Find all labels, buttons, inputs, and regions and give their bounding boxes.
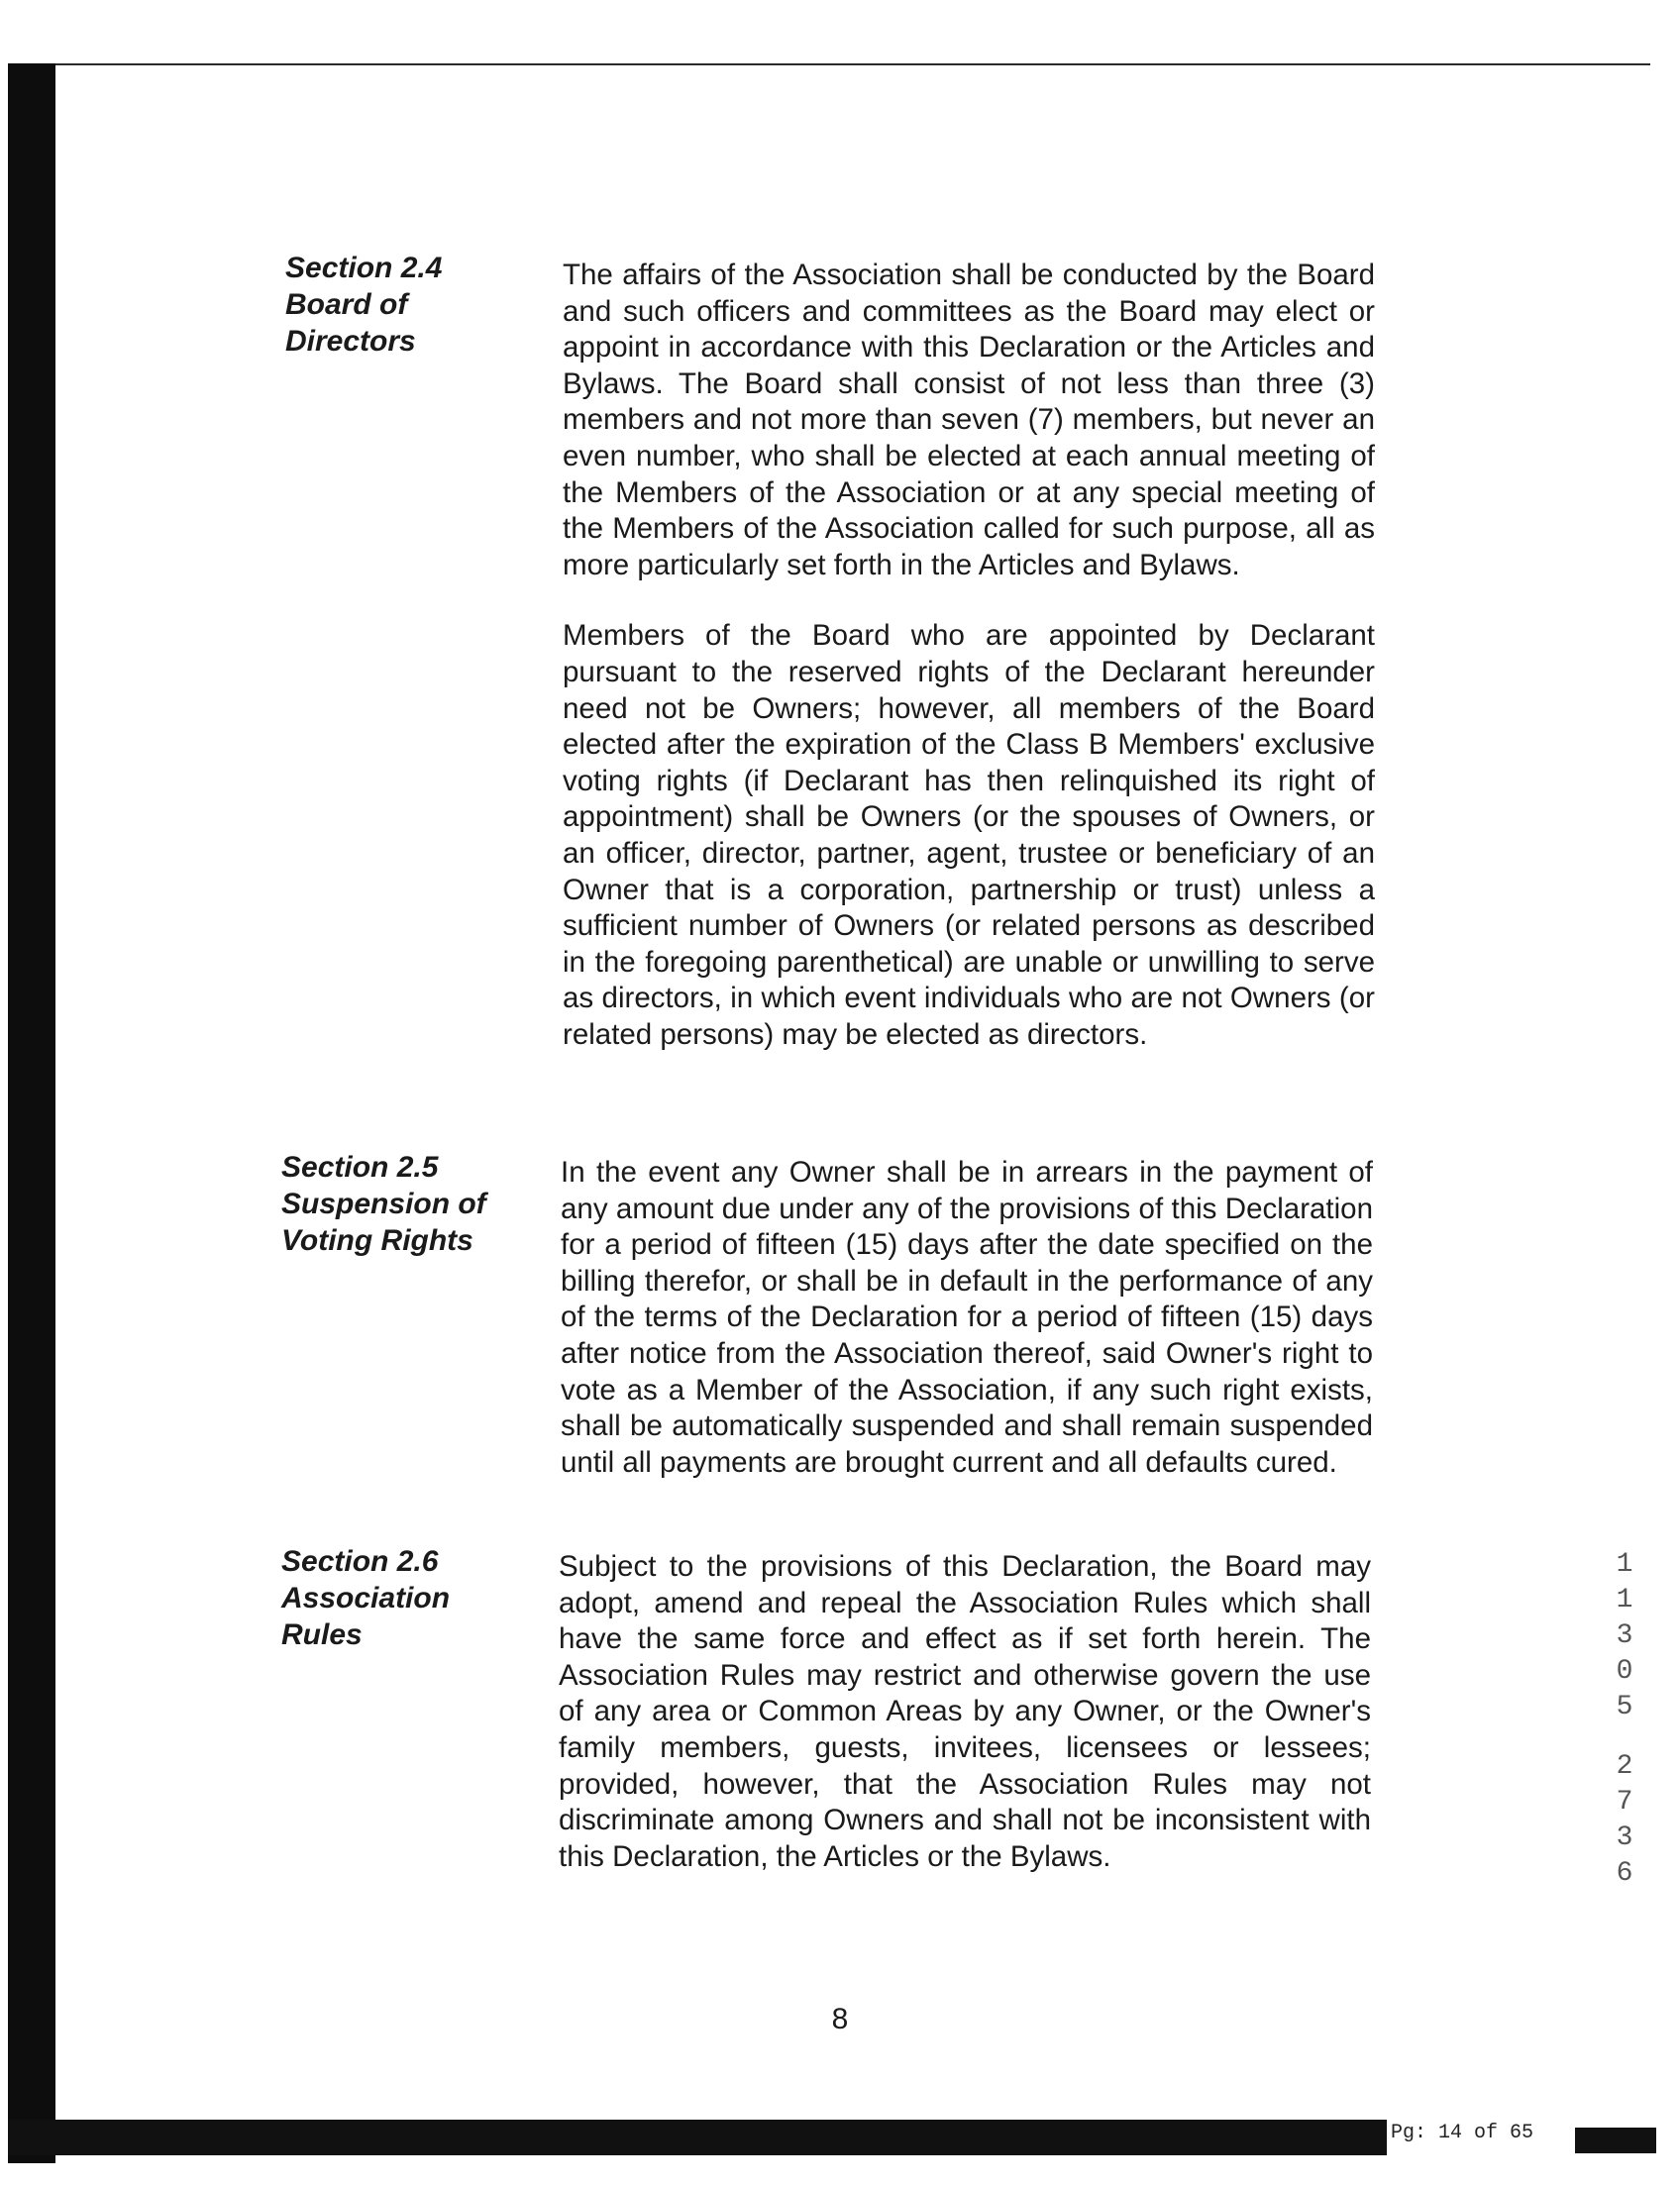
paragraph: In the event any Owner shall be in arrears in the payment of any amount due under any of the provisions of this Declaration for a period of fifteen (15) days after the date specified on the billing therefor, or shall be in default in the performance of any of the terms of the Declaration for a period of fifteen (15) days after notice from the Association thereof, said Owner's right to vote as a Member of the Association, if any such right exists, shall be automatically suspended and shall remain suspended until all payments are brought current and all defaults cured.: [561, 1156, 1373, 1479]
stamp-digit: 1: [1616, 1549, 1633, 1580]
section-number: Section 2.5: [281, 1151, 439, 1184]
stamp-digit: 6: [1616, 1858, 1633, 1889]
stamp-digit: 0: [1616, 1656, 1633, 1687]
section-body: [561, 1155, 1373, 1515]
section-body: [563, 258, 1375, 1088]
paragraph: Members of the Board who are appointed by Declarant pursuant to the reserved rights of the Declarant hereunder need not be Owners; however, all members of the Board elected after the expiration of the Class B Members' exclusive voting rights (if Declarant has then relinquished its right of appointment) shall be Owners (or the spouses of Owners, or an officer, director, partner, agent, trustee or beneficiary of an Owner that is a corporation, partnership or trust) unless a sufficient number of Owners (or related persons as described in the foregoing parenthetical) are unable or unwilling to serve as directors, in which event individuals who are not Owners (or related persons) may be elected as directors.: [563, 619, 1375, 1051]
margin-record-stamp: [1613, 1547, 1636, 1892]
stamp-digit: 1: [1616, 1585, 1633, 1615]
footer-page-stamp: [1387, 2122, 1537, 2144]
section-title-line: Board of: [285, 288, 408, 321]
scan-bottom-edge: [8, 2120, 1387, 2155]
section-heading: [281, 1543, 519, 1653]
page-number: 8: [831, 2003, 849, 2035]
section-title-line: Voting Rights: [281, 1224, 473, 1257]
stamp-digit: 7: [1616, 1787, 1633, 1818]
section-number: Section 2.4: [285, 252, 443, 284]
scan-left-edge: [8, 63, 55, 2163]
top-rule: [55, 63, 1650, 65]
stamp-digit: 5: [1616, 1692, 1633, 1722]
stamp-digit: 3: [1616, 1620, 1633, 1651]
section-title-line: Association: [281, 1582, 451, 1614]
section-heading: [281, 1149, 519, 1259]
paragraph: Subject to the provisions of this Declaration, the Board may adopt, amend and repeal the Association Rules which shall have the same force and effect as if set forth herein. The Association Rules may restrict and otherwise govern the use of any area or Common Areas by any Owner, or the Owner's family members, guests, invitees, licensees or lessees; provided, however, that the Association Rules may not discriminate among Owners and shall not be inconsistent with this Declaration, the Articles or the Bylaws.: [559, 1550, 1371, 1873]
stamp-digit: 3: [1616, 1822, 1633, 1853]
scan-bottom-edge-right: [1575, 2128, 1656, 2153]
section-number: Section 2.6: [281, 1545, 439, 1578]
section-body: [559, 1549, 1371, 1910]
stamp-digit: 2: [1616, 1751, 1633, 1782]
paragraph: The affairs of the Association shall be conducted by the Board and such officers and committees as the Board may elect or appoint in accordance with this Declaration or the Articles and Bylaws. The Board shall consist of not less than three (3) members and not more than seven (7) members, but never an even number, who shall be elected at each annual meeting of the Members of the Association or at any special meeting of the Members of the Association called for such purpose, all as more particularly set forth in the Articles and Bylaws.: [563, 259, 1375, 581]
section-title-line: Directors: [285, 325, 416, 358]
section-heading: [285, 250, 523, 360]
footer-page-stamp-text: Pg: 14 of 65: [1387, 2122, 1537, 2144]
section-title-line: Rules: [281, 1618, 363, 1651]
section-title-line: Suspension of: [281, 1188, 486, 1220]
